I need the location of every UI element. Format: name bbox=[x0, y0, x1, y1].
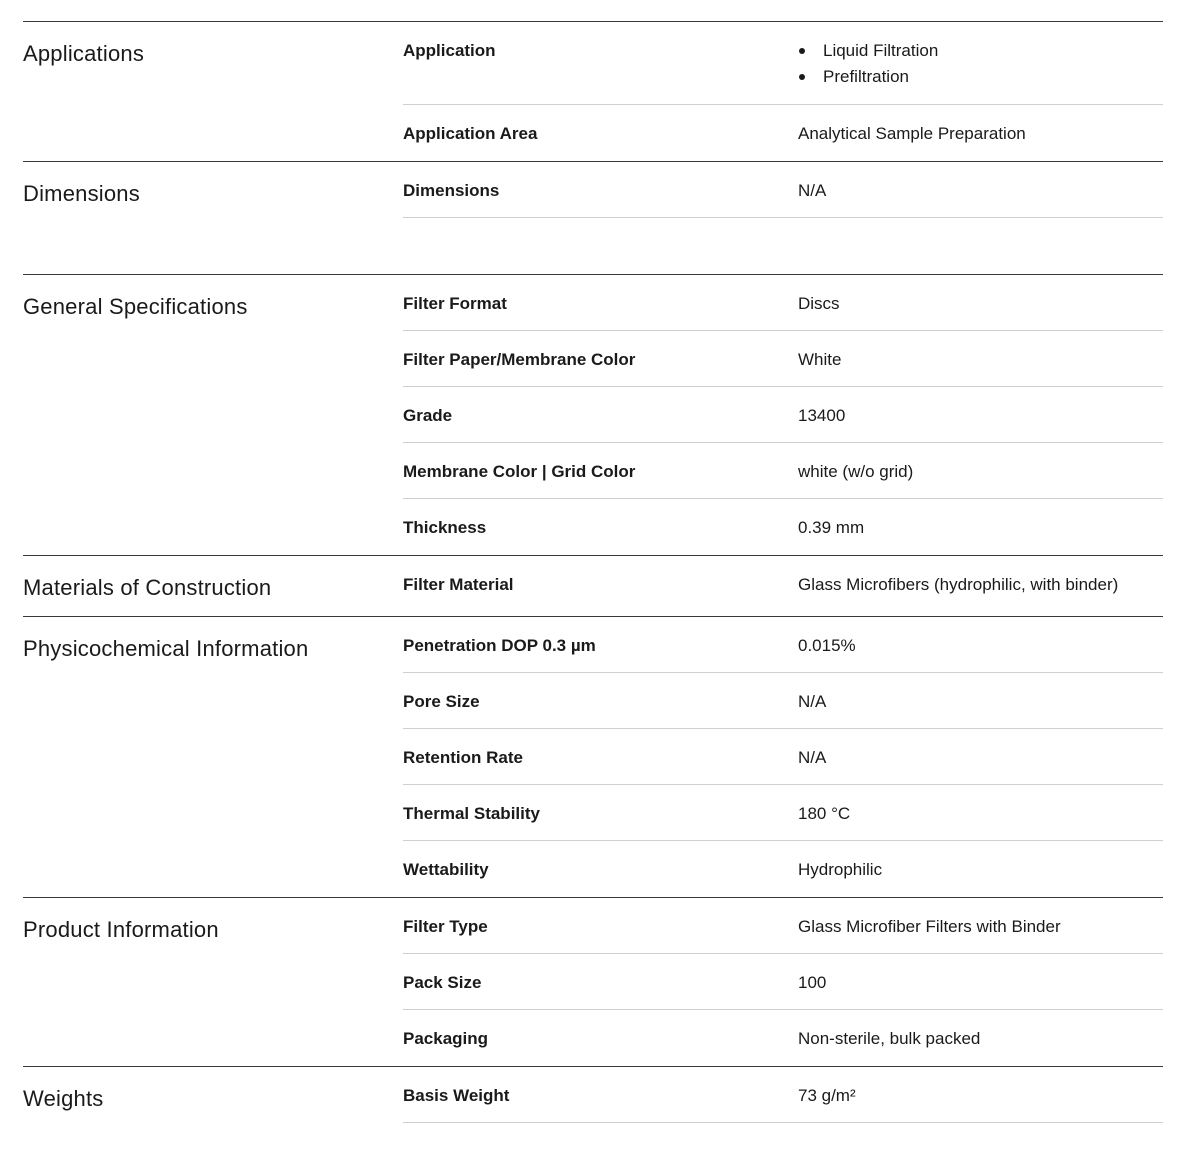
spec-row bbox=[403, 331, 1163, 387]
spec-value: white (w/o grid) bbox=[798, 462, 914, 481]
spec-label: Wettability bbox=[403, 860, 489, 879]
spec-row bbox=[403, 22, 1163, 105]
spec-row bbox=[403, 1067, 1163, 1123]
spec-row bbox=[403, 105, 1163, 161]
spec-value: Glass Microfiber Filters with Binder bbox=[798, 917, 1061, 936]
spec-label: Pack Size bbox=[403, 973, 482, 992]
section-rows bbox=[403, 556, 1163, 616]
specifications-table bbox=[23, 21, 1163, 1123]
spec-label: Filter Paper/Membrane Color bbox=[403, 350, 636, 369]
spec-row bbox=[403, 898, 1163, 954]
spec-row bbox=[403, 729, 1163, 785]
spec-label: Basis Weight bbox=[403, 1086, 510, 1105]
list-item: Liquid Filtration bbox=[798, 38, 1163, 64]
spec-label: Filter Format bbox=[403, 294, 507, 313]
section-rows bbox=[403, 162, 1163, 274]
spec-value: Glass Microfibers (hydrophilic, with binder) bbox=[798, 575, 1119, 594]
section-rows bbox=[403, 617, 1163, 897]
section-rows bbox=[403, 1067, 1163, 1123]
spacer bbox=[403, 218, 1163, 274]
spec-label: Application Area bbox=[403, 124, 538, 143]
section-title: Physicochemical Information bbox=[23, 636, 309, 661]
spec-row bbox=[403, 1010, 1163, 1066]
spec-label: Penetration DOP 0.3 µm bbox=[403, 636, 596, 655]
spec-value bbox=[798, 22, 1163, 90]
section-rows bbox=[403, 22, 1163, 161]
spec-row bbox=[403, 275, 1163, 331]
spec-label: Filter Type bbox=[403, 917, 488, 936]
spec-value: 0.015% bbox=[798, 636, 856, 655]
section-weights bbox=[23, 1066, 1163, 1123]
spec-label: Thickness bbox=[403, 518, 487, 537]
section-product-information bbox=[23, 897, 1163, 1066]
spec-label: Pore Size bbox=[403, 692, 480, 711]
spec-label: Filter Material bbox=[403, 575, 514, 594]
spec-row bbox=[403, 617, 1163, 673]
spec-label: Membrane Color | Grid Color bbox=[403, 462, 636, 481]
list-item: Prefiltration bbox=[798, 64, 1163, 90]
spec-row bbox=[403, 387, 1163, 443]
spec-label: Retention Rate bbox=[403, 748, 523, 767]
spec-label: Thermal Stability bbox=[403, 804, 540, 823]
section-materials-of-construction bbox=[23, 555, 1163, 616]
section-physicochemical-information bbox=[23, 616, 1163, 897]
spec-value: Discs bbox=[798, 294, 840, 313]
spec-value: N/A bbox=[798, 181, 827, 200]
spec-value: N/A bbox=[798, 748, 827, 767]
spec-value: 180 °C bbox=[798, 804, 851, 823]
spec-row bbox=[403, 841, 1163, 897]
section-title: Weights bbox=[23, 1086, 104, 1111]
spec-row bbox=[403, 673, 1163, 729]
section-dimensions bbox=[23, 161, 1163, 274]
section-title: Dimensions bbox=[23, 181, 140, 206]
spec-label: Grade bbox=[403, 406, 453, 425]
section-title: Applications bbox=[23, 41, 145, 66]
spec-value: N/A bbox=[798, 692, 827, 711]
section-title: Product Information bbox=[23, 917, 219, 942]
spec-label: Packaging bbox=[403, 1029, 489, 1048]
section-general-specifications bbox=[23, 274, 1163, 555]
section-title: Materials of Construction bbox=[23, 575, 272, 600]
section-applications bbox=[23, 21, 1163, 161]
spec-row bbox=[403, 556, 1163, 616]
spec-row bbox=[403, 162, 1163, 218]
spec-row bbox=[403, 443, 1163, 499]
bullet-list bbox=[798, 38, 1163, 90]
spec-label: Application bbox=[403, 41, 496, 60]
spec-value: Analytical Sample Preparation bbox=[798, 124, 1026, 143]
spec-value: 13400 bbox=[798, 406, 846, 425]
spec-value: Hydrophilic bbox=[798, 860, 883, 879]
spec-value: 100 bbox=[798, 973, 827, 992]
section-title: General Specifications bbox=[23, 294, 248, 319]
spec-label: Dimensions bbox=[403, 181, 500, 200]
section-rows bbox=[403, 275, 1163, 555]
spec-row bbox=[403, 954, 1163, 1010]
spec-value: 73 g/m² bbox=[798, 1086, 856, 1105]
spec-row bbox=[403, 785, 1163, 841]
spec-value: 0.39 mm bbox=[798, 518, 865, 537]
section-rows bbox=[403, 898, 1163, 1066]
spec-row bbox=[403, 499, 1163, 555]
spec-value: White bbox=[798, 350, 842, 369]
spec-value: Non-sterile, bulk packed bbox=[798, 1029, 981, 1048]
